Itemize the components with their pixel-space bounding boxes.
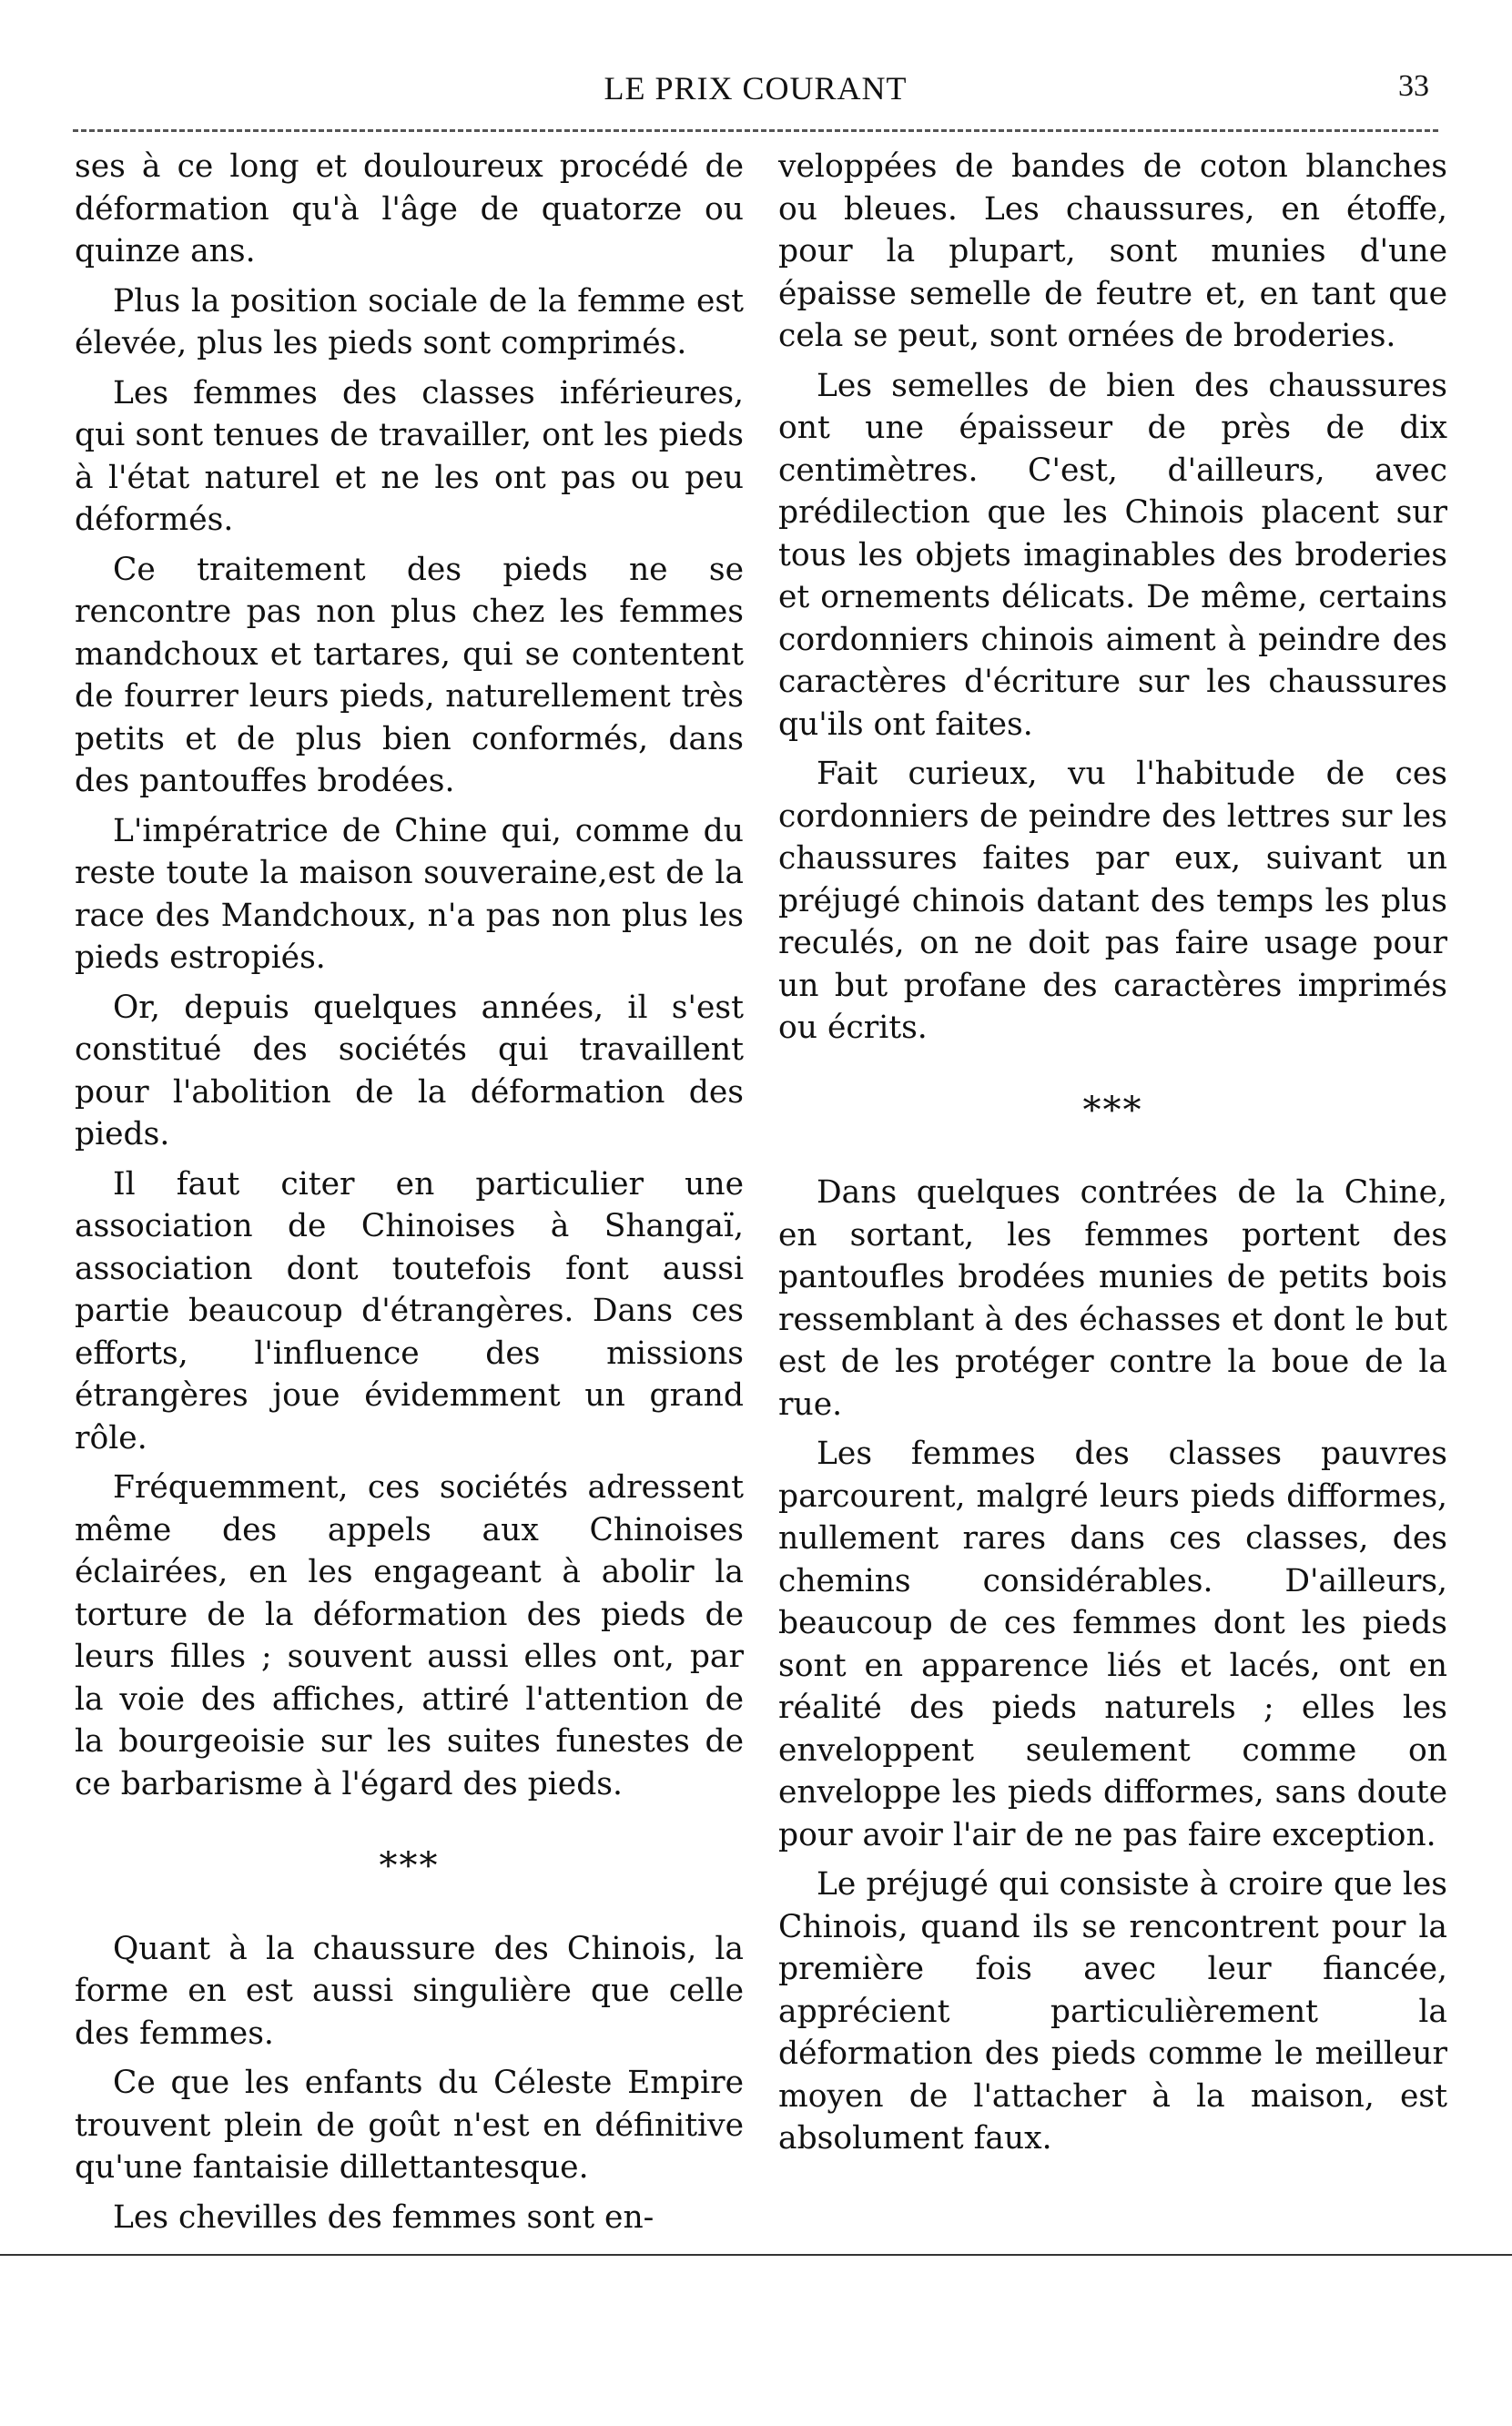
right-column	[778, 146, 1447, 2167]
bottom-rule	[0, 2254, 1512, 2256]
section-separator: ***	[1082, 1089, 1143, 1132]
publication-title: LE PRIX COURANT	[604, 70, 908, 107]
paragraph: L'impératrice de Chine qui, comme du reste toute la maison souveraine,est de la race des Mandchoux, n'a pas non plus les pieds estropiés.	[75, 812, 744, 976]
paragraph: Les femmes des classes inférieures, qui sont tenues de travailler, ont les pieds à l'état naturel et ne les ont pas ou peu déformés.	[75, 374, 744, 538]
paragraph: Les semelles de bien des chaussures ont une épaisseur de près de dix centimètres. C'est, d'ailleurs, avec prédilection que les Chinois placent sur tous les objets imaginables des broderies et ornements délicats. De même, certains cordonniers chinois aiment à peindre des caractères d'écriture sur les chaussures qu'ils ont faites.	[778, 367, 1447, 743]
paragraph: Les femmes des classes pauvres parcourent, malgré leurs pieds difformes, nullement rares dans ces classes, des chemins considérables. D'ailleurs, beaucoup de ces femmes dont les pieds sont en apparence liés et lacés, ont en réalité des pieds naturels ; elles les enveloppent seulement comme on enveloppe les pieds difformes, sans doute pour avoir l'air de ne pas faire exception.	[778, 1436, 1447, 1853]
paragraph: Ce traitement des pieds ne se rencontre pas non plus chez les femmes mandchoux et tartares, qui se contentent de fourrer leurs pieds, naturellement très petits et de plus bien conformés, dans des pantouffes brodées.	[75, 551, 744, 799]
paragraph: Quant à la chaussure des Chinois, la forme en est aussi singulière que celle des femmes.	[75, 1930, 744, 2052]
paragraph: Fait curieux, vu l'habitude de ces cordonniers de peindre des lettres sur les chaussures faites par eux, suivant un préjugé chinois datant des temps les plus reculés, on ne doit pas faire usage pour un but profane des caractères imprimés ou écrits.	[778, 756, 1447, 1046]
paragraph: Ce que les enfants du Céleste Empire trouvent plein de goût n'est en définitive qu'une fantaisie dillettantesque.	[75, 2065, 744, 2186]
header-divider	[73, 129, 1438, 132]
paragraph: Or, depuis quelques années, il s'est constitué des sociétés qui travaillent pour l'abolition de la déformation des pieds.	[75, 989, 744, 1152]
paragraph: Les chevilles des femmes sont en-	[113, 2198, 655, 2236]
paragraph: veloppées de bandes de coton blanches ou bleues. Les chaussures, en étoffe, pour la plupart, sont munies d'une épaisse semelle de feutre et, en tant que cela se peut, sont ornées de broderies.	[778, 148, 1447, 354]
section-separator: ***	[379, 1845, 440, 1887]
paragraph: ses à ce long et douloureux procédé de déformation qu'à l'âge de quatorze ou quinze ans.	[75, 148, 744, 269]
paragraph: Plus la position sociale de la femme est élevée, plus les pieds sont comprimés.	[75, 282, 744, 361]
paragraph: Le préjugé qui consiste à croire que les Chinois, quand ils se rencontrent pour la première fois avec leur fiancée, apprécient particulièrement la déformation des pieds comme le meilleur moyen de l'attacher à la maison, est absolument faux.	[778, 1866, 1447, 2157]
page-number: 33	[1398, 69, 1429, 103]
paragraph: Dans quelques contrées de la Chine, en sortant, les femmes portent des pantoufles brodées munies de petits bois ressemblant à des échasses et dont le but est de les protéger contre la boue de la rue.	[778, 1174, 1447, 1423]
paragraph: Fréquemment, ces sociétés adressent même des appels aux Chinoises éclairées, en les engageant à abolir la torture de la déformation des pieds de leurs filles ; souvent aussi elles ont, par la voie des affiches, attiré l'attention de la bourgeoisie sur les suites funestes de ce barbarisme à l'égard des pieds.	[75, 1469, 744, 1802]
left-column	[75, 146, 744, 2246]
paragraph: Il faut citer en particulier une association de Chinoises à Shangaï, association dont toutefois font aussi partie beaucoup d'étrangères. Dans ces efforts, l'influence des missions étrangères joue évidemment un grand rôle.	[75, 1165, 744, 1457]
running-head	[73, 64, 1438, 118]
